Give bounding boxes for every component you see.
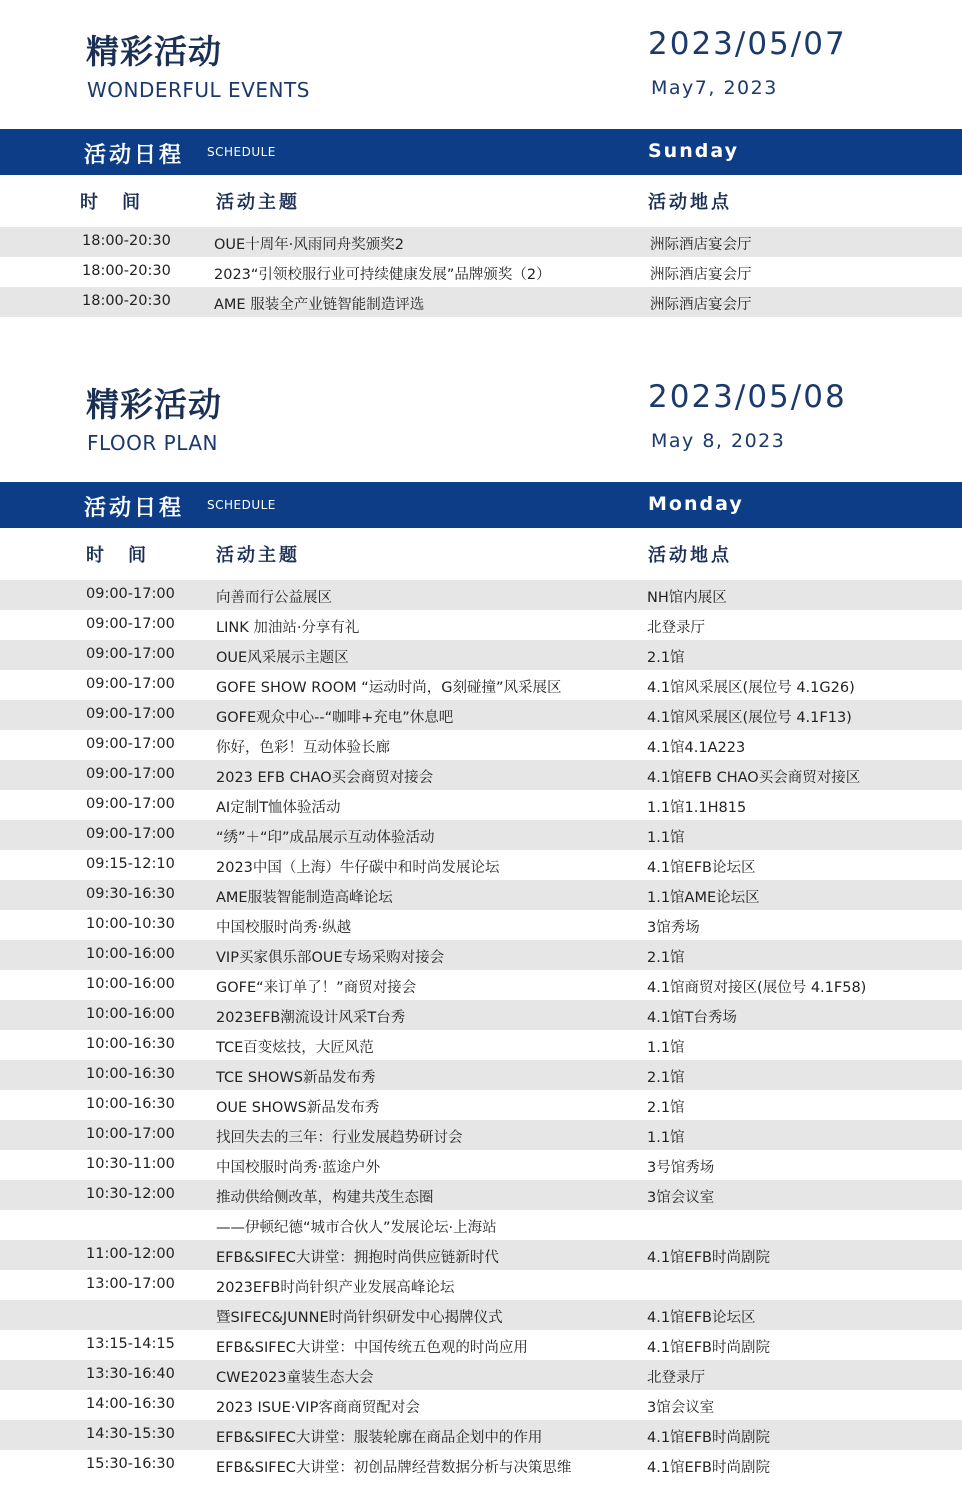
section-title-cn: 精彩活动	[86, 32, 222, 71]
table-row	[0, 1060, 962, 1090]
row-time: 18:00-20:30	[82, 233, 171, 249]
table-row	[0, 1420, 962, 1450]
table-row	[0, 1150, 962, 1180]
row-time: 10:00-16:30	[86, 1066, 175, 1082]
row-time: 09:00-17:00	[86, 736, 175, 752]
row-topic: 你好，色彩！互动体验长廊	[216, 740, 390, 756]
row-time: 10:00-16:30	[86, 1036, 175, 1052]
column-venue: 活动地点	[648, 192, 732, 213]
row-venue: 4.1馆风采展区(展位号 4.1F13)	[647, 710, 852, 726]
row-topic: 2023 ISUE·VIP客商商贸配对会	[216, 1400, 420, 1416]
column-header	[0, 175, 962, 227]
event-date-en: May 8, 2023	[651, 430, 786, 452]
table-row	[0, 700, 962, 730]
row-venue: 北登录厅	[647, 1370, 705, 1386]
table-row	[0, 1270, 962, 1300]
event-date: 2023/05/08	[648, 379, 847, 415]
row-venue: 1.1馆	[647, 1130, 685, 1146]
table-row	[0, 670, 962, 700]
row-time: 09:00-17:00	[86, 766, 175, 782]
row-topic: AME 服装全产业链智能制造评选	[214, 297, 425, 313]
table-row	[0, 580, 962, 610]
row-topic: AI定制T恤体验活动	[216, 800, 341, 816]
row-time: 13:00-17:00	[86, 1276, 175, 1292]
row-topic: 2023中国（上海）牛仔碳中和时尚发展论坛	[216, 860, 500, 876]
schedule-section-day1	[0, 0, 962, 317]
row-time: 13:30-16:40	[86, 1366, 175, 1382]
row-topic: EFB&SIFEC大讲堂：初创品牌经营数据分析与决策思维	[216, 1460, 572, 1476]
row-venue: 4.1馆商贸对接区(展位号 4.1F58)	[647, 980, 867, 996]
schedule-table	[0, 227, 962, 317]
row-time: 10:00-16:00	[86, 976, 175, 992]
row-venue: 3馆秀场	[647, 920, 700, 936]
table-row	[0, 970, 962, 1000]
row-time: 18:00-20:30	[82, 293, 171, 309]
row-venue: 2.1馆	[647, 1100, 685, 1116]
row-topic: 推动供给侧改革，构建共茂生态圈	[216, 1190, 434, 1206]
section-title-en: FLOOR PLAN	[87, 431, 218, 455]
row-topic: TCE SHOWS新品发布秀	[216, 1070, 376, 1086]
row-time: 10:30-12:00	[86, 1186, 175, 1202]
table-row	[0, 1030, 962, 1060]
weekday-label: Sunday	[648, 140, 739, 162]
row-venue: 3号馆秀场	[647, 1160, 715, 1176]
row-venue: 洲际酒店宴会厅	[650, 297, 752, 313]
row-venue: 2.1馆	[647, 1070, 685, 1086]
row-venue: 4.1馆EFB CHAO买会商贸对接区	[647, 770, 861, 786]
row-venue: 1.1馆1.1H815	[647, 800, 747, 816]
table-row	[0, 1120, 962, 1150]
row-venue: 4.1馆T台秀场	[647, 1010, 737, 1026]
row-time: 09:30-16:30	[86, 886, 175, 902]
row-venue: 3馆会议室	[647, 1190, 715, 1206]
row-topic: 向善而行公益展区	[216, 590, 332, 606]
row-topic: AME服装智能制造高峰论坛	[216, 890, 393, 906]
row-venue: 3馆会议室	[647, 1400, 715, 1416]
row-topic: 找回失去的三年：行业发展趋势研讨会	[216, 1130, 463, 1146]
schedule-section-day2	[0, 353, 962, 1480]
row-topic: “绣”＋“印”成品展示互动体验活动	[216, 830, 435, 846]
row-venue: 北登录厅	[647, 620, 705, 636]
row-venue: 2.1馆	[647, 650, 685, 666]
row-venue: 4.1馆4.1A223	[647, 740, 746, 756]
row-time: 10:00-16:00	[86, 946, 175, 962]
table-row	[0, 1090, 962, 1120]
row-topic: CWE2023童装生态大会	[216, 1370, 374, 1386]
schedule-label-en: SCHEDULE	[207, 145, 276, 159]
row-time: 09:00-17:00	[86, 796, 175, 812]
column-time: 时 间	[80, 192, 143, 213]
row-venue: 4.1馆EFB时尚剧院	[647, 1250, 771, 1266]
row-topic: OUE SHOWS新品发布秀	[216, 1100, 380, 1116]
row-venue: 洲际酒店宴会厅	[650, 267, 752, 283]
schedule-table	[0, 580, 962, 1480]
row-time: 15:30-16:30	[86, 1456, 175, 1472]
row-time: 09:00-17:00	[86, 826, 175, 842]
section-title-en: WONDERFUL EVENTS	[87, 78, 310, 102]
column-topic: 活动主题	[216, 192, 300, 213]
table-row	[0, 820, 962, 850]
table-row	[0, 730, 962, 760]
row-time: 11:00-12:00	[86, 1246, 175, 1262]
row-topic: EFB&SIFEC大讲堂：服装轮廓在商品企划中的作用	[216, 1430, 543, 1446]
row-venue: 2.1馆	[647, 950, 685, 966]
table-row	[0, 1390, 962, 1420]
table-row	[0, 257, 962, 287]
row-time: 14:00-16:30	[86, 1396, 175, 1412]
event-date: 2023/05/07	[648, 26, 847, 62]
section-title-cn: 精彩活动	[86, 385, 222, 424]
row-time: 09:00-17:00	[86, 676, 175, 692]
row-venue: 4.1馆EFB论坛区	[647, 1310, 756, 1326]
table-row	[0, 1330, 962, 1360]
row-venue: 4.1馆EFB时尚剧院	[647, 1340, 771, 1356]
row-topic: 2023EFB潮流设计风采T台秀	[216, 1010, 406, 1026]
table-row	[0, 227, 962, 257]
table-row	[0, 850, 962, 880]
table-row	[0, 1300, 962, 1330]
row-venue: 1.1馆AME论坛区	[647, 890, 760, 906]
row-time: 10:00-16:30	[86, 1096, 175, 1112]
row-venue: 1.1馆	[647, 1040, 685, 1056]
section-header	[0, 353, 962, 482]
row-venue: 洲际酒店宴会厅	[650, 237, 752, 253]
row-topic: TCE百变炫技，大匠风范	[216, 1040, 374, 1056]
row-time: 10:00-10:30	[86, 916, 175, 932]
schedule-bar	[0, 129, 962, 175]
row-topic: 暨SIFEC&JUNNE时尚针织研发中心揭牌仪式	[216, 1310, 503, 1326]
column-header	[0, 528, 962, 580]
row-time: 13:15-14:15	[86, 1336, 175, 1352]
row-topic: OUE风采展示主题区	[216, 650, 349, 666]
row-time: 14:30-15:30	[86, 1426, 175, 1442]
row-time: 09:00-17:00	[86, 706, 175, 722]
table-row	[0, 1000, 962, 1030]
row-topic: GOFE观众中心--“咖啡+充电”休息吧	[216, 710, 454, 726]
row-time: 09:15-12:10	[86, 856, 175, 872]
table-row	[0, 790, 962, 820]
schedule-label-cn: 活动日程	[84, 143, 185, 168]
row-topic: GOFE“来订单了！”商贸对接会	[216, 980, 417, 996]
row-topic: EFB&SIFEC大讲堂：中国传统五色观的时尚应用	[216, 1340, 528, 1356]
row-topic: 中国校服时尚秀·纵越	[216, 920, 352, 936]
row-time: 10:30-11:00	[86, 1156, 175, 1172]
row-venue: 4.1馆风采展区(展位号 4.1G26)	[647, 680, 855, 696]
row-time: 09:00-17:00	[86, 646, 175, 662]
weekday-label: Monday	[648, 493, 744, 515]
row-venue: 1.1馆	[647, 830, 685, 846]
table-row	[0, 1180, 962, 1210]
row-topic: 2023 EFB CHAO买会商贸对接会	[216, 770, 434, 786]
row-time: 10:00-17:00	[86, 1126, 175, 1142]
table-row	[0, 640, 962, 670]
row-venue: NH馆内展区	[647, 590, 727, 606]
section-header	[0, 0, 962, 129]
table-row	[0, 910, 962, 940]
table-row	[0, 940, 962, 970]
schedule-label-en: SCHEDULE	[207, 498, 276, 512]
table-row	[0, 1240, 962, 1270]
row-topic: LINK 加油站·分享有礼	[216, 620, 360, 636]
row-topic: 2023“引领校服行业可持续健康发展”品牌颁奖（2）	[214, 267, 551, 283]
row-venue: 4.1馆EFB论坛区	[647, 860, 756, 876]
column-topic: 活动主题	[216, 545, 300, 566]
table-row	[0, 1360, 962, 1390]
row-time: 10:00-16:00	[86, 1006, 175, 1022]
table-row	[0, 1210, 962, 1240]
table-row	[0, 610, 962, 640]
table-row	[0, 880, 962, 910]
row-venue: 4.1馆EFB时尚剧院	[647, 1460, 771, 1476]
column-venue: 活动地点	[648, 545, 732, 566]
row-topic: OUE十周年·风雨同舟奖颁奖2	[214, 237, 405, 253]
column-time: 时 间	[86, 545, 149, 566]
row-venue: 4.1馆EFB时尚剧院	[647, 1430, 771, 1446]
schedule-label-cn: 活动日程	[84, 496, 185, 521]
event-date-en: May7, 2023	[651, 77, 778, 99]
row-time: 18:00-20:30	[82, 263, 171, 279]
row-topic: 中国校服时尚秀·蓝途户外	[216, 1160, 381, 1176]
table-row	[0, 760, 962, 790]
row-topic: VIP买家俱乐部OUE专场采购对接会	[216, 950, 445, 966]
row-topic: ——伊顿纪德“城市合伙人”发展论坛·上海站	[216, 1220, 497, 1236]
row-topic: 2023EFB时尚针织产业发展高峰论坛	[216, 1280, 455, 1296]
table-row	[0, 1450, 962, 1480]
schedule-bar	[0, 482, 962, 528]
row-time: 09:00-17:00	[86, 586, 175, 602]
row-time: 09:00-17:00	[86, 616, 175, 632]
table-row	[0, 287, 962, 317]
row-topic: EFB&SIFEC大讲堂：拥抱时尚供应链新时代	[216, 1250, 499, 1266]
row-topic: GOFE SHOW ROOM “运动时尚，G刻碰撞”风采展区	[216, 680, 562, 696]
